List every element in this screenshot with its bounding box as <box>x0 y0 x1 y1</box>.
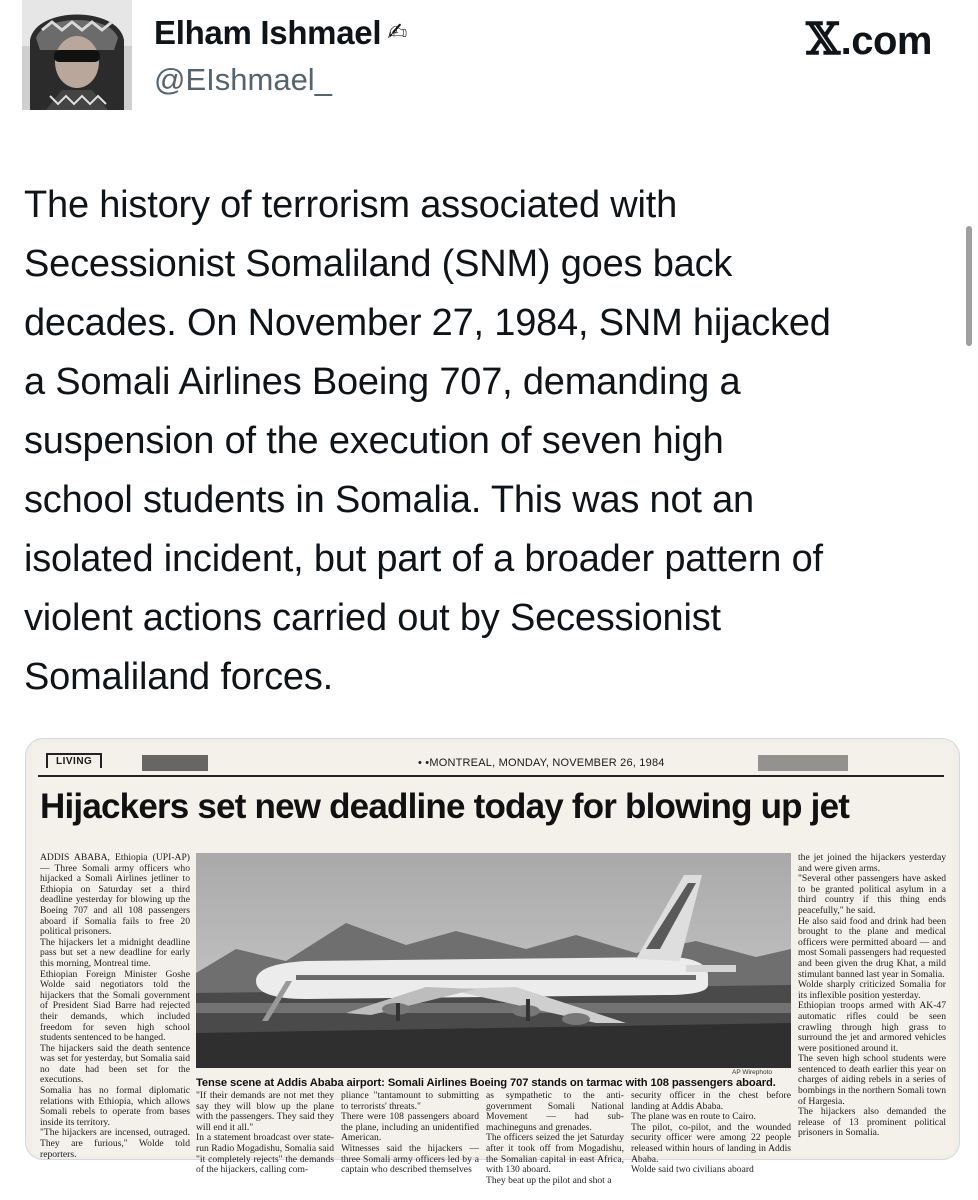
tweet-media[interactable] <box>25 738 960 1186</box>
scrollbar[interactable] <box>966 226 972 346</box>
section-tag: LIVING <box>46 753 102 768</box>
newspaper-clipping <box>32 743 953 1186</box>
tweet-header <box>22 0 956 128</box>
masthead <box>38 753 944 777</box>
photo-credit: AP Wirephoto <box>732 1069 772 1076</box>
author-handle[interactable]: @EIshmael_ <box>154 62 332 97</box>
masthead-smudge <box>758 755 848 771</box>
article-column-4: security officer in the chest before landing at Addis Ababa. The plane was en route to Cairo. The pilot, co-pilot, and the wounded security officer were among 22 people released within hours of landing in Addis Ababa. Wolde said two civilians aboard <box>631 1090 791 1176</box>
article-column-right: the jet joined the hijackers yesterday and were given arms. "Several other passengers have asked to be granted political asylum in a third country if this thing ends peacefully," he said. He also said food and drink had been brought to the plane and medical officers were permitted aboard — and most Somali passengers had requested and been given the drug Khat, a mild stimulant banned last year in Somalia. Wolde sharply criticized Somalia for its inflexible position yesterday. Ethiopian troops armed with AK-47 automatic rifles could be seen crawling through high grass to surround the jet and armored vehicles were positioned around it. The seven high school students were sentenced to death earlier this year on charges of aiding rebels in a series of bombings in the northern Somali town of Hargesia. The hijackers also demanded the release of 13 prominent political prisoners in Somalia. <box>798 852 946 1139</box>
article-column-2: pliance "tantamount to submitting to terrorists' threats." There were 108 passengers aboard the plane, including an unidentified American. Witnesses said the hijackers — three Somali army officers led by a captain who described themselves <box>341 1090 479 1176</box>
photo-caption: Tense scene at Addis Ababa airport: Somali Airlines Boeing 707 stands on tarmac with 108 passengers aboard. <box>196 1077 776 1089</box>
headline: Hijackers set new deadline today for blowing up jet <box>40 787 850 826</box>
tweet-text: The history of terrorism associated with Secessionist Somaliland (SNM) goes back decades. On November 27, 1984, SNM hijacked a Somali Airlines Boeing 707, demanding a suspension of the execution of seven high school students in Somalia. This was not an isolated incident, but part of a broader pattern of violent actions carried out by Secessionist Somaliland forces. <box>24 184 831 698</box>
airplane-photo <box>196 853 791 1068</box>
article-column-1: "If their demands are not met they say they will blow up the plane with the passengers. They said they will end it all." In a statement broadcast over state-run Radio Mogadishu, Somalia said "it completely rejects" the demands of the hijackers, calling com- <box>196 1090 334 1176</box>
author-name[interactable] <box>154 14 407 52</box>
site-brand-text: .com <box>840 19 932 63</box>
masthead-smudge <box>142 755 208 771</box>
masthead-dateline: • •MONTREAL, MONDAY, NOVEMBER 26, 1984 <box>418 757 665 769</box>
news-photo <box>196 853 791 1068</box>
avatar-image <box>22 0 132 110</box>
article-column-3: as sympathetic to the anti-government Somali National Movement — had sub-machineguns and grenades. The officers seized the jet Saturday after it took off from Mogadishu, the Somalian capital in east Africa, with 130 aboard. They beat up the pilot and shot a <box>486 1090 624 1186</box>
author-name-text: Elham Ishmael <box>154 14 382 51</box>
writing-hand-icon: ✍ <box>387 19 408 46</box>
article-column-left: ADDIS ABABA, Ethiopia (UPI-AP) — Three Somali army officers who hijacked a Somali Airlines jetliner to Ethiopia on Saturday set a third deadline yesterday for blowing up the Boeing 707 and all 108 passengers aboard if Somalia fails to free 20 political prisoners. The hijackers let a midnight deadline pass but set a new deadline for early this morning, Montreal time. Ethiopian Foreign Minister Goshe Wolde said negotiators told the hijackers that the Somali government of President Siad Barre had rejected their demands, which included freedom for seven high school students sentenced to be hanged. The hijackers said the death sentence was set for yesterday, but Somalia said no date had been set for the executions. Somalia has no formal diplomatic relations with Ethiopia, which allows Somali rebels to operate from bases inside its territory. "The hijackers are incensed, outraged. They are furious," Wolde told reporters. <box>40 852 190 1160</box>
site-brand <box>806 14 932 65</box>
x-logo-icon: 𝕏 <box>806 14 840 65</box>
avatar[interactable] <box>22 0 132 110</box>
